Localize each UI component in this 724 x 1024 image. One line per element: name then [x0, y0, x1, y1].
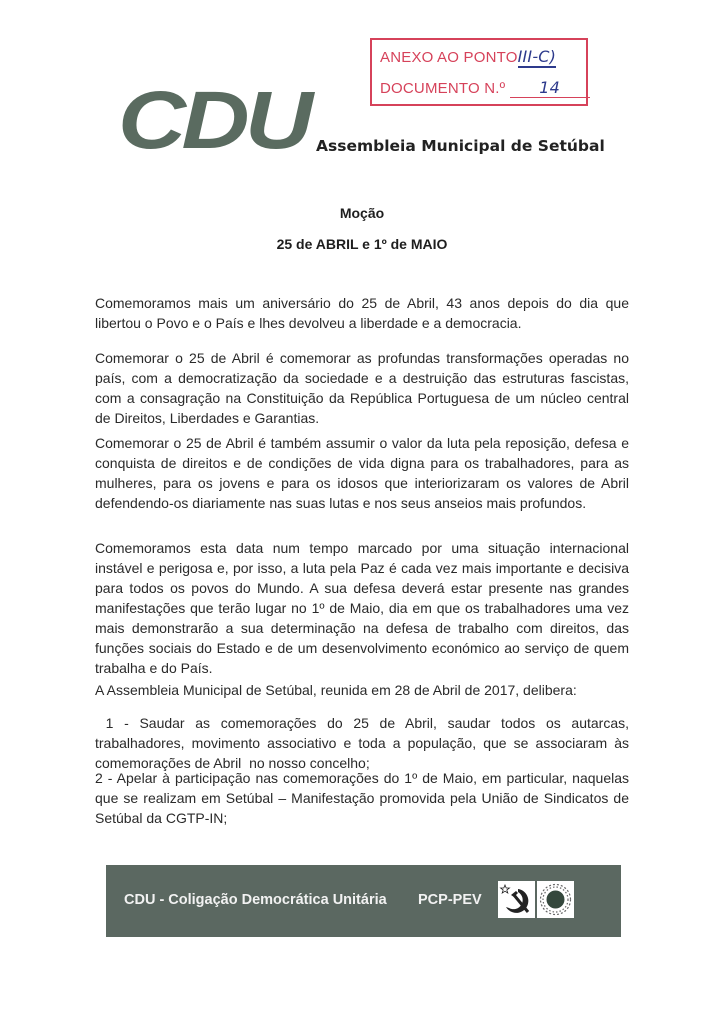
cdu-logo: CDU [118, 75, 309, 166]
paragraph: Comemorar o 25 de Abril é também assumir o valor da luta pela reposição, defesa e conquista de direitos e de condições de vida digna para os trabalhadores, para as mulheres, para os jovens e para os idosos que interiorizaram os valores de Abril defendendo-os diariamente nas suas lutas e nos seus anseios mais profundos. [95, 435, 629, 511]
stamp-annex-label: ANEXO AO PONTO [380, 49, 518, 66]
footer-band [106, 865, 621, 937]
stamp-document-label: DOCUMENTO N.º [380, 80, 506, 97]
deliberation-item-2: 2 - Apelar à participação nas comemorações do 1º de Maio, em particular, naquelas que se realizam em Setúbal – Manifestação promovida pela União de Sindicatos de Setúbal da CGTP-IN; [95, 770, 629, 826]
document-title: Moção [339, 205, 385, 221]
stamp-annex-value: III-C) [517, 47, 557, 66]
sunflower-icon [537, 881, 574, 918]
footer-parties: PCP-PEV [418, 892, 482, 908]
stamp-document-row [380, 78, 590, 98]
deliberation-intro: A Assembleia Municipal de Setúbal, reunida em 28 de Abril de 2017, delibera: [95, 682, 577, 698]
paragraph: Comemoramos esta data num tempo marcado por uma situação internacional instável e perigosa e, por isso, a luta pela Paz é cada vez mais importante e decisiva para todos os povos do Mundo. A sua defesa deverá estar presente nas grandes manifestações que terão lugar no 1º de Maio, dia em que os trabalhadores uma vez mais demonstrarão a sua determinação na defesa de trabalho com direitos, das funções sociais do Estado e de um desenvolvimento económico ao serviço de quem trabalha e do País. [95, 540, 629, 676]
paragraph: Comemoramos mais um aniversário do 25 de Abril, 43 anos depois do dia que libertou o Povo e o País e lhes devolveu a liberdade e a democracia. [95, 295, 629, 331]
hammer-sickle-star-icon [498, 881, 535, 918]
document-subtitle: 25 de ABRIL e 1º de MAIO [276, 236, 448, 252]
stamp-document-line [510, 78, 590, 98]
footer-coalition: CDU - Coligação Democrática Unitária [124, 892, 387, 908]
annex-stamp [370, 38, 588, 106]
paragraph: Comemorar o 25 de Abril é comemorar as profundas transformações operadas no país, com a democratização da sociedade e a destruição das estruturas fascistas, com a consagração na Constituição da República Portuguesa de um núcleo central de Direitos, Liberdades e Garantias. [95, 350, 629, 426]
stamp-annex-row [380, 47, 556, 68]
deliberation-item-1: 1 - Saudar as comemorações do 25 de Abril, saudar todos os autarcas, trabalhadores, movimento associativo e toda a população, que se associaram às comemorações de Abril no nosso concelho; [95, 715, 633, 771]
stamp-document-value: 14 [539, 78, 561, 97]
organization-name: Assembleia Municipal de Setúbal [316, 137, 605, 155]
